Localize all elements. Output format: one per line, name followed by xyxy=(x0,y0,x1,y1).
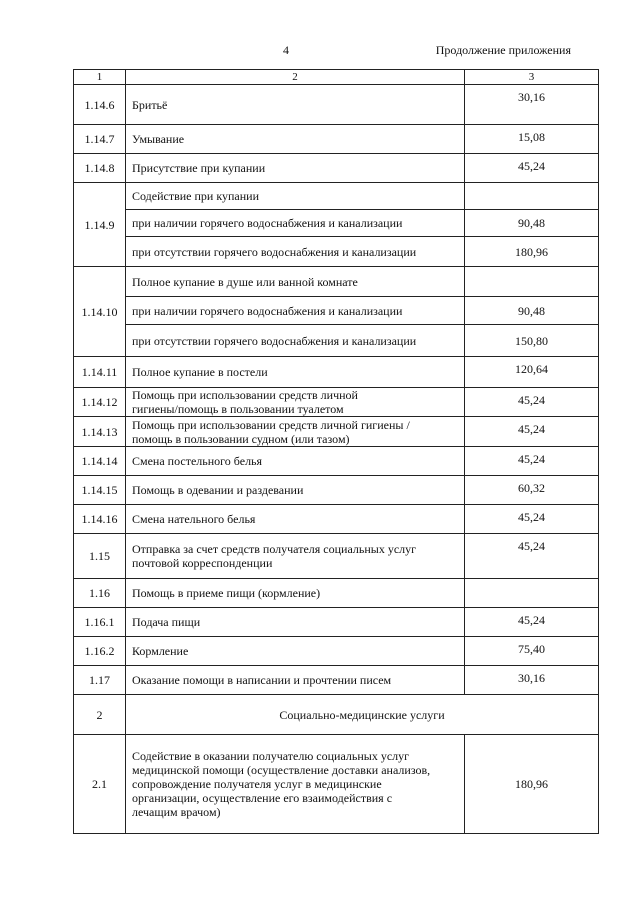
service-price: 15,08 xyxy=(465,125,599,154)
table-row xyxy=(74,608,599,637)
service-subname: при отсутствии горячего водоснабжения и канализации xyxy=(126,237,465,267)
service-price: 45,24 xyxy=(465,534,599,579)
service-code: 1.14.14 xyxy=(74,447,126,476)
service-code: 1.14.11 xyxy=(74,357,126,388)
service-code: 1.14.10 xyxy=(74,267,126,357)
table-row xyxy=(74,417,599,447)
service-name: Кормление xyxy=(126,637,465,666)
service-price xyxy=(465,579,599,608)
service-code: 1.14.8 xyxy=(74,154,126,183)
table-row xyxy=(74,735,599,834)
table-row xyxy=(74,579,599,608)
service-price: 45,24 xyxy=(465,608,599,637)
service-name-line: лечащим врачом) xyxy=(132,805,221,819)
column-header: 2 xyxy=(126,70,465,85)
service-price: 120,64 xyxy=(465,357,599,388)
table-row xyxy=(74,267,599,297)
table-row xyxy=(74,505,599,534)
service-price: 180,96 xyxy=(465,735,599,834)
service-code: 1.16.1 xyxy=(74,608,126,637)
table-row xyxy=(74,666,599,695)
table-row xyxy=(74,447,599,476)
service-name: Содействие при купании xyxy=(126,183,465,210)
service-price: 45,24 xyxy=(465,447,599,476)
continuation-label: Продолжение приложения xyxy=(435,43,571,57)
table-subrow xyxy=(74,297,599,325)
table-subrow xyxy=(74,237,599,267)
service-name-line: Отправка за счет средств получателя социальных услуг xyxy=(132,542,417,556)
section-title: Социально-медицинские услуги xyxy=(126,695,599,735)
service-name: Полное купание в душе или ванной комнате xyxy=(126,267,465,297)
table-row xyxy=(74,388,599,417)
service-code: 1.14.15 xyxy=(74,476,126,505)
service-code: 1.14.12 xyxy=(74,388,126,417)
service-price-empty xyxy=(465,183,599,210)
service-name-line: Помощь при использовании средств личной гигиены / xyxy=(132,417,410,432)
service-code: 1.14.13 xyxy=(74,417,126,447)
service-name-line: медицинской помощи (осуществление доставки анализов, xyxy=(132,763,431,777)
service-code: 1.14.6 xyxy=(74,85,126,125)
table-row xyxy=(74,534,599,579)
table-row xyxy=(74,85,599,125)
column-header: 3 xyxy=(465,70,599,85)
service-price: 60,32 xyxy=(465,476,599,505)
service-name: Бритьё xyxy=(126,85,465,125)
table-row xyxy=(74,154,599,183)
service-code: 2.1 xyxy=(74,735,126,834)
service-name: Подача пищи xyxy=(126,608,465,637)
service-price: 45,24 xyxy=(465,417,599,447)
service-code: 1.14.7 xyxy=(74,125,126,154)
service-subname: при отсутствии горячего водоснабжения и канализации xyxy=(126,325,465,357)
service-name: Помощь в приеме пищи (кормление) xyxy=(126,579,465,608)
table-row xyxy=(74,125,599,154)
service-price: 45,24 xyxy=(465,154,599,183)
service-subname: при наличии горячего водоснабжения и канализации xyxy=(126,210,465,237)
service-name-line: почтовой корреспонденции xyxy=(132,556,273,570)
table-subrow xyxy=(74,325,599,357)
service-name: Присутствие при купании xyxy=(126,154,465,183)
service-price: 45,24 xyxy=(465,505,599,534)
service-code: 1.15 xyxy=(74,534,126,579)
service-price: 180,96 xyxy=(465,237,599,267)
service-code: 1.16 xyxy=(74,579,126,608)
service-price: 90,48 xyxy=(465,210,599,237)
service-code: 1.14.16 xyxy=(74,505,126,534)
service-price: 90,48 xyxy=(465,297,599,325)
service-name xyxy=(126,388,465,417)
service-price-empty xyxy=(465,267,599,297)
service-price: 30,16 xyxy=(465,85,599,125)
table-row xyxy=(74,357,599,388)
service-code: 1.17 xyxy=(74,666,126,695)
service-price: 75,40 xyxy=(465,637,599,666)
table-row xyxy=(74,476,599,505)
section-row xyxy=(74,695,599,735)
service-name-line: сопровождение получателя услуг в медицинские xyxy=(132,777,382,791)
service-price: 45,24 xyxy=(465,388,599,417)
service-name-line: Содействие в оказании получателю социальных услуг xyxy=(132,749,410,763)
service-name: Смена нательного белья xyxy=(126,505,465,534)
service-name-line: Помощь при использовании средств личной xyxy=(132,388,358,402)
page-number: 4 xyxy=(283,43,289,57)
column-header: 1 xyxy=(74,70,126,85)
services-table xyxy=(73,69,599,834)
service-name-line: гигиены/помощь в пользовании туалетом xyxy=(132,402,344,416)
service-name: Оказание помощи в написании и прочтении писем xyxy=(126,666,465,695)
service-code: 1.16.2 xyxy=(74,637,126,666)
service-price: 30,16 xyxy=(465,666,599,695)
table-row xyxy=(74,637,599,666)
service-name-line: помощь в пользовании судном (или тазом) xyxy=(132,431,350,446)
service-code: 1.14.9 xyxy=(74,183,126,267)
table-row xyxy=(74,183,599,210)
service-name xyxy=(126,534,465,579)
service-name xyxy=(126,417,465,447)
service-name: Помощь в одевании и раздевании xyxy=(126,476,465,505)
service-price: 150,80 xyxy=(465,325,599,357)
service-name-line: организации, осуществление его взаимодействия с xyxy=(132,791,393,805)
column-number-row xyxy=(74,70,599,85)
service-name xyxy=(126,735,465,834)
service-name: Смена постельного белья xyxy=(126,447,465,476)
section-code: 2 xyxy=(74,695,126,735)
table-subrow xyxy=(74,210,599,237)
service-subname: при наличии горячего водоснабжения и канализации xyxy=(126,297,465,325)
service-name: Полное купание в постели xyxy=(126,357,465,388)
service-name: Умывание xyxy=(126,125,465,154)
